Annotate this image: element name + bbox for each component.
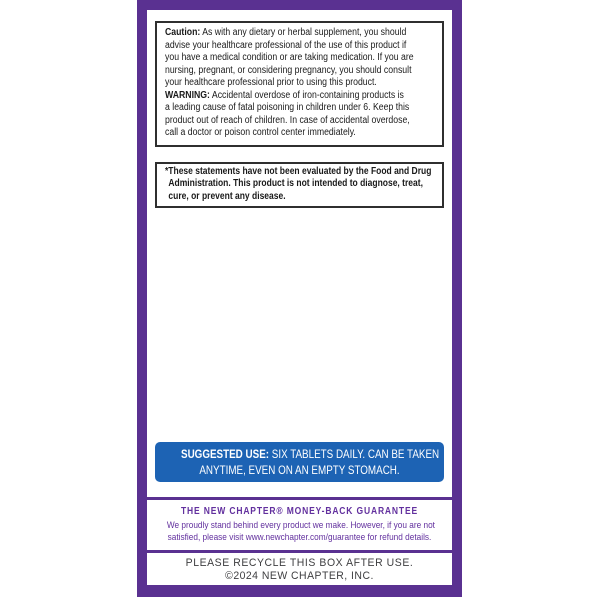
package-back-panel <box>137 0 462 597</box>
caution-text: As with any dietary or herbal supplement, you should <box>202 27 407 38</box>
fda-disclaimer-line: cure, or prevent any disease. <box>168 190 286 202</box>
suggested-use-text: SIX TABLETS DAILY. CAN BE TAKEN <box>271 447 440 461</box>
suggested-use-line: ANYTIME, EVEN ON AN EMPTY STOMACH. <box>199 463 400 477</box>
warning-text-line <box>165 89 404 103</box>
suggested-use-label: SUGGESTED USE: <box>181 447 270 461</box>
recycle-notice: PLEASE RECYCLE THIS BOX AFTER USE. <box>185 557 414 569</box>
copyright-notice: ©2024 NEW CHAPTER, INC. <box>225 570 374 582</box>
fda-disclaimer-line: Administration. This product is not intended to diagnose, treat, <box>168 178 423 189</box>
fda-disclaimer-box <box>155 162 444 209</box>
caution-warning-box <box>155 21 444 147</box>
warning-label: WARNING: <box>165 89 210 101</box>
recycle-section <box>147 553 452 585</box>
caution-text-line: advise your healthcare professional of the use of this product if <box>165 39 407 51</box>
suggested-use-banner <box>155 442 444 482</box>
warning-text-line: a leading cause of fatal poisoning in children under 6. Keep this <box>165 102 410 113</box>
money-back-guarantee-section <box>147 500 452 550</box>
main-section <box>147 10 452 497</box>
caution-text-line: your healthcare professional prior to using this product. <box>165 77 377 88</box>
caution-text-line <box>165 27 407 40</box>
suggested-use-line <box>181 446 440 462</box>
guarantee-text-line: satisfied, please visit www.newchapter.com/guarantee for refund details. <box>167 532 432 543</box>
guarantee-title: THE NEW CHAPTER® MONEY-BACK GUARANTEE <box>180 506 418 517</box>
fda-disclaimer-line: *These statements have not been evaluated by the Food and Drug <box>165 165 432 177</box>
warning-text-line: call a doctor or poison control center immediately. <box>165 127 356 138</box>
warning-text-line: product out of reach of children. In case of accidental overdose, <box>165 114 410 126</box>
caution-text-line: you have a medical condition or are taking medication. If you are <box>165 52 414 63</box>
guarantee-text-line: We proudly stand behind every product we make. However, if you are not <box>166 520 435 531</box>
caution-label: Caution: <box>165 27 201 38</box>
warning-text: Accidental overdose of iron-containing products is <box>211 89 404 101</box>
caution-text-line: nursing, pregnant, or considering pregnancy, you should consult <box>165 64 412 76</box>
